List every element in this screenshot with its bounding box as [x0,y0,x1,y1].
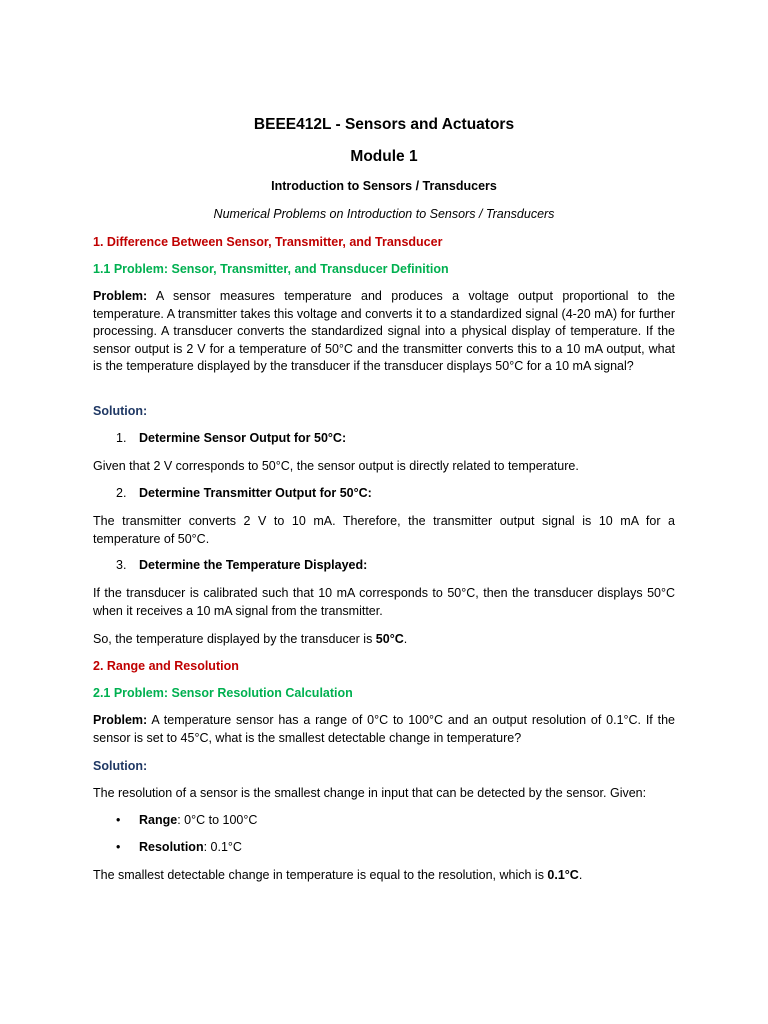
conclusion-text: The smallest detectable change in temperature is equal to the resolution, which is [93,868,548,882]
problem-label: Problem: [93,713,148,727]
bullet-resolution-value: : 0.1°C [203,840,242,854]
section-1-solution-label: Solution: [93,404,148,418]
step-2-number: 2. [116,486,127,500]
bullet-range [139,813,257,827]
section-2-1-heading: 2.1 Problem: Sensor Resolution Calculation [93,686,353,700]
bullet-resolution [139,840,242,854]
section-1-problem [93,288,675,376]
document-subtitle: Introduction to Sensors / Transducers [271,179,497,193]
bullet-point: • [116,813,121,827]
conclusion-value: 50°C [375,632,404,646]
problem-text: A sensor measures temperature and produces a voltage output proportional to the temperature. A transmitter takes this voltage and converts it to a standardized signal (4-20 mA) for further processing. A transducer converts the standardized signal into a physical display of temperature. If the sensor output is 2 V for a temperature of 50°C and the transmitter converts this to a 10 mA output, what is the temperature displayed by the transducer if the transducer displays 50°C for a 10 mA signal? [93,289,675,373]
bullet-range-label: Range [139,813,178,827]
document-subtitle-italic: Numerical Problems on Introduction to Sensors / Transducers [213,207,555,221]
conclusion-text: So, the temperature displayed by the transducer is [93,632,376,646]
bullet-resolution-label: Resolution [139,840,204,854]
section-1-heading: 1. Difference Between Sensor, Transmitter, and Transducer [93,235,443,249]
bullet-range-value: : 0°C to 100°C [177,813,258,827]
module-title: Module 1 [350,148,418,165]
section-1-1-heading: 1.1 Problem: Sensor, Transmitter, and Transducer Definition [93,262,449,276]
section-2-solution-label: Solution: [93,759,148,773]
conclusion-end: . [578,868,583,882]
step-3-title: Determine the Temperature Displayed: [139,558,368,572]
document-title: BEEE412L - Sensors and Actuators [253,116,515,133]
step-2-title: Determine Transmitter Output for 50°C: [139,486,372,500]
conclusion-end: . [403,632,408,646]
step-1-text: Given that 2 V corresponds to 50°C, the sensor output is directly related to temperature. [93,459,579,473]
step-3-number: 3. [116,558,127,572]
section-2-problem [93,712,675,747]
conclusion-value: 0.1°C [547,868,579,882]
step-2-text: The transmitter converts 2 V to 10 mA. Therefore, the transmitter output signal is 10 mA for a temperature of 50°C. [93,514,675,546]
section-2-conclusion [93,867,675,885]
section-1-conclusion [93,631,675,649]
bullet-point: • [116,840,121,854]
step-1-number: 1. [116,431,127,445]
step-3-text: If the transducer is calibrated such that 10 mA corresponds to 50°C, then the transducer displays 50°C when it receives a 10 mA signal from the transmitter. [93,586,675,618]
problem-text: A temperature sensor has a range of 0°C to 100°C and an output resolution of 0.1°C. If the sensor is set to 45°C, what is the smallest detectable change in temperature? [93,713,675,745]
section-2-intro: The resolution of a sensor is the smallest change in input that can be detected by the sensor. Given: [93,786,647,800]
step-1-title: Determine Sensor Output for 50°C: [139,431,347,445]
section-2-heading: 2. Range and Resolution [93,659,239,673]
problem-label: Problem: [93,289,148,303]
